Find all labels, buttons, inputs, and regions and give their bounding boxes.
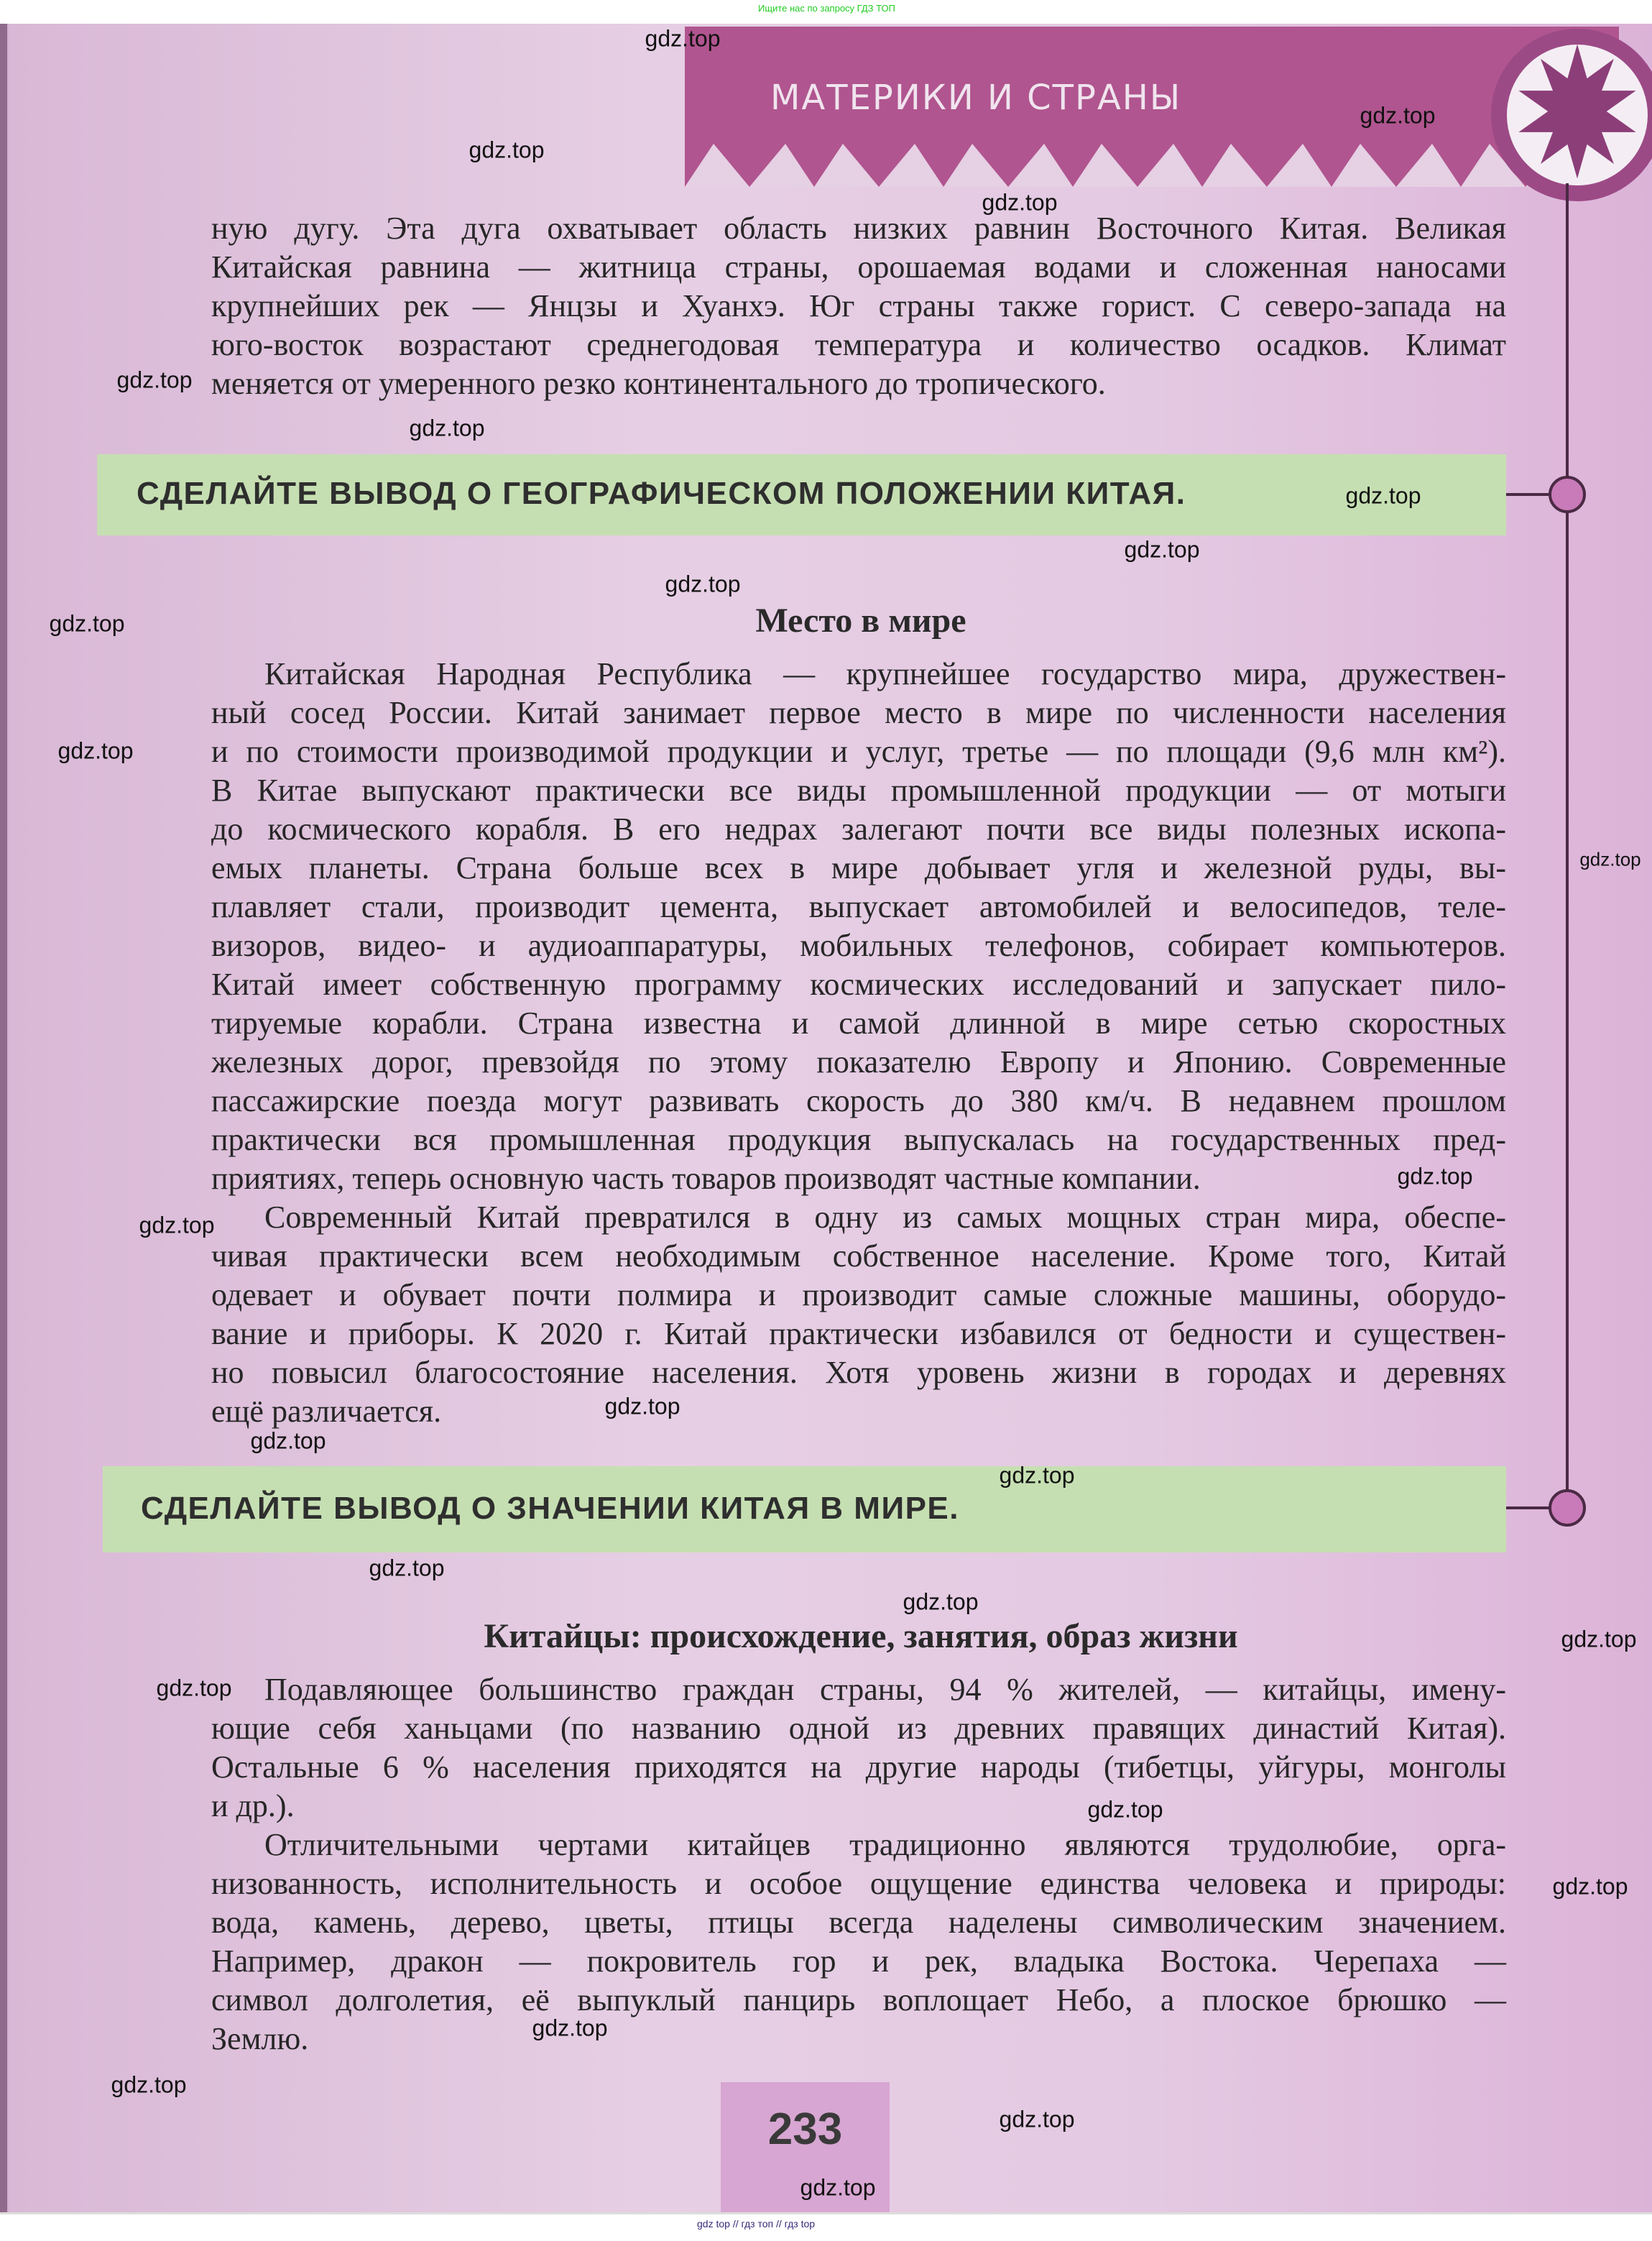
intro-paragraph	[211, 209, 1506, 403]
text-line: железных дорог, превзойдя по этому показателю Европу и Японию. Современные	[211, 1044, 1506, 1080]
watermark: gdz.top	[250, 1427, 326, 1454]
text-line: В Китае выпускают практически все виды промышленной продукции — от мотыги	[211, 773, 1506, 808]
text-line: Отличительными чертами китайцев традиционно являются трудолюбие, орга-	[264, 1827, 1506, 1862]
text-line: ный сосед России. Китай занимает первое место в мире по численности населения	[211, 695, 1506, 730]
text-line: приятиях, теперь основную часть товаров производят частные компании.	[211, 1161, 1201, 1196]
text-line: Остальные 6 % населения приходятся на другие народы (тибетцы, уйгуры, монголы	[211, 1749, 1506, 1785]
page-number: 233	[767, 2104, 843, 2154]
watermark: gdz.top	[49, 610, 125, 637]
timeline-line	[1566, 183, 1569, 1509]
watermark: gdz.top	[1561, 1626, 1637, 1652]
watermark: gdz.top	[139, 1212, 215, 1238]
text-line: и др.).	[211, 1788, 295, 1823]
watermark: gdz.top	[156, 1675, 232, 1701]
section-heading-place: Место в мире	[755, 602, 966, 640]
text-line: плавляет стали, производит цемента, выпускает автомобилей и велосипедов, теле-	[211, 889, 1506, 924]
text-line: Землю.	[211, 2021, 309, 2056]
section-heading-people: Китайцы: происхождение, занятия, образ жизни	[484, 1617, 1238, 1655]
watermark: gdz.top	[982, 189, 1058, 216]
text-line: низованность, исполнительность и особое ощущение единства человека и природы:	[211, 1866, 1506, 1901]
text-line: Например, дракон — покровитель гор и рек, владыка Востока. Черепаха —	[211, 1943, 1506, 1979]
text-line: ную дугу. Эта дуга охватывает область низких равнин Восточного Китая. Великая	[211, 211, 1506, 246]
text-line: тируемые корабли. Страна известна и самой длинной в мире сетью скоростных	[211, 1006, 1506, 1041]
text-line: ещё различается.	[211, 1394, 442, 1429]
text-line: символ долголетия, её выпуклый панцирь воплощает Небо, а плоское брюшко —	[211, 1982, 1506, 2017]
watermark: gdz.top	[532, 2015, 608, 2041]
bottom-strip	[0, 2212, 1652, 2241]
watermark: gdz.top	[1360, 102, 1436, 129]
text-line: Китайская равнина — житница страны, орошаемая водами и сложенная наносами	[211, 249, 1506, 285]
text-line: практически вся промышленная продукция выпускалась на государственных пред-	[211, 1122, 1506, 1157]
watermark: gdz.top	[604, 1393, 680, 1419]
watermark: gdz.top	[1397, 1163, 1473, 1189]
watermark: gdz.top	[57, 737, 134, 764]
bottom-tip: gdz top // гдз топ // гдз top	[697, 2218, 816, 2230]
timeline-dot	[1549, 476, 1586, 513]
watermark: gdz.top	[903, 1588, 979, 1615]
top-tip: Ищите нас по запросу ГДЗ ТОП	[758, 3, 895, 14]
task-text-2: СДЕЛАЙТЕ ВЫВОД О ЗНАЧЕНИИ КИТАЯ В МИРЕ.	[141, 1491, 959, 1526]
text-line: Современный Китай превратился в одну из самых мощных стран мира, обеспе-	[264, 1200, 1506, 1235]
page-edge	[0, 24, 7, 2212]
text-line: крупнейших рек — Янцзы и Хуанхэ. Юг страны также горист. С северо-запада на	[211, 288, 1506, 323]
text-line: чивая практически всем необходимым собственное население. Кроме того, Китай	[211, 1238, 1506, 1274]
header-zigzag	[685, 144, 1619, 187]
watermark: gdz.top	[665, 571, 741, 597]
text-line: вода, камень, дерево, цветы, птицы всегда наделены символическим значением.	[211, 1905, 1506, 1940]
watermark: gdz.top	[116, 367, 193, 393]
watermark: gdz.top	[469, 137, 545, 163]
text-line: меняется от умеренного резко континентального до тропического.	[211, 366, 1106, 401]
watermark: gdz.top	[369, 1555, 445, 1581]
text-line: визоров, видео- и аудиоаппаратуры, мобильных телефонов, собирает компьютеров.	[211, 928, 1506, 963]
watermark: gdz.top	[1087, 1796, 1163, 1823]
watermark: gdz.top	[409, 415, 485, 441]
text-line: емых планеты. Страна больше всех в мире добывает угля и железной руды, вы-	[211, 850, 1506, 885]
timeline-dot	[1549, 1489, 1586, 1527]
text-line: Китайская Народная Республика — крупнейшее государство мира, дружествен-	[264, 656, 1506, 691]
text-line: ющие себя ханьцами (по названию одной из древних правящих династий Китая).	[211, 1711, 1506, 1746]
star-emblem-icon	[1516, 43, 1638, 180]
text-line: Китай имеет собственную программу космических исследований и запускает пило-	[211, 967, 1506, 1002]
text-line: до космического корабля. В его недрах залегают почти все виды полезных ископа-	[211, 811, 1506, 847]
text-line: Подавляющее большинство граждан страны, 94 % жителей, — китайцы, имену-	[264, 1672, 1506, 1707]
watermark: gdz.top	[1579, 848, 1641, 870]
watermark: gdz.top	[1552, 1873, 1628, 1900]
watermark: gdz.top	[645, 25, 721, 52]
section1-text	[211, 655, 1506, 1431]
task-text-1: СДЕЛАЙТЕ ВЫВОД О ГЕОГРАФИЧЕСКОМ ПОЛОЖЕНИИ КИТАЯ.	[137, 476, 1186, 511]
section-header-title: МАТЕРИКИ И СТРАНЫ	[770, 78, 1182, 118]
watermark: gdz.top	[111, 2071, 187, 2098]
watermark: gdz.top	[1345, 482, 1421, 509]
watermark: gdz.top	[999, 2106, 1075, 2132]
text-line: но повысил благосостояние населения. Хотя уровень жизни в городах и деревнях	[211, 1355, 1506, 1390]
section2-text	[211, 1670, 1506, 2058]
text-line: и по стоимости производимой продукции и услуг, третье — по площади (9,6 млн км²).	[211, 734, 1506, 769]
text-line: пассажирские поезда могут развивать скорость до 380 км/ч. В недавнем прошлом	[211, 1083, 1506, 1118]
text-line: юго-восток возрастают среднегодовая температура и количество осадков. Климат	[211, 327, 1506, 362]
watermark: gdz.top	[999, 1462, 1075, 1488]
text-line: вание и приборы. К 2020 г. Китай практически избавился от бедности и существен-	[211, 1316, 1506, 1351]
watermark: gdz.top	[800, 2174, 876, 2201]
watermark: gdz.top	[1124, 536, 1200, 563]
text-line: одевает и обувает почти полмира и производит самые сложные машины, оборудо-	[211, 1277, 1506, 1312]
